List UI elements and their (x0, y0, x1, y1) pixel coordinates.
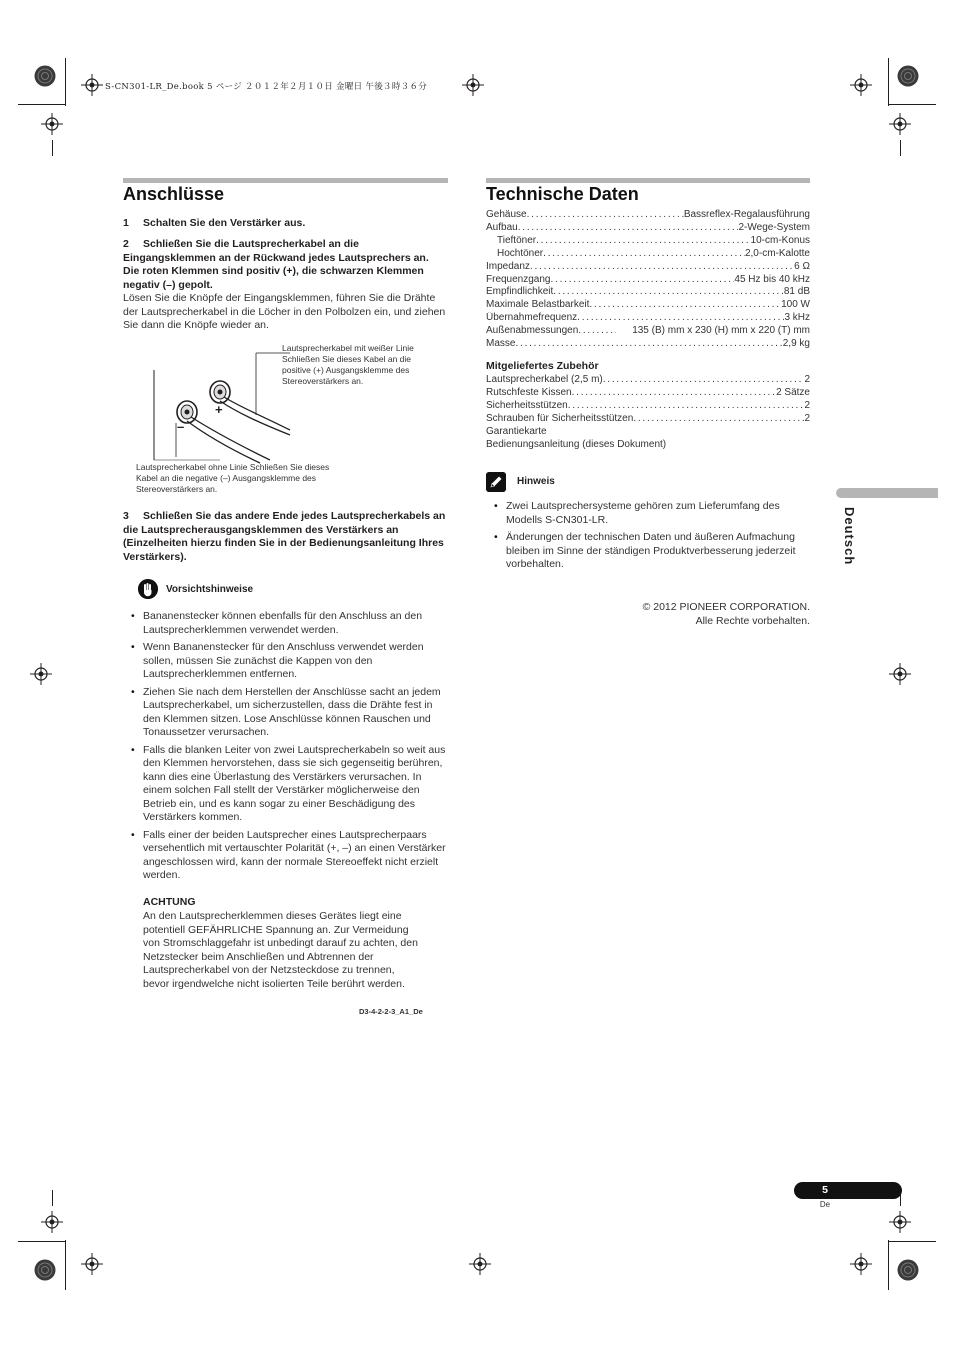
crop-mark (52, 1190, 53, 1206)
spec-value: 2 (804, 412, 810, 424)
crop-mark (888, 1241, 936, 1242)
spec-value: 2-Wege-System (738, 221, 810, 233)
crop-mark (900, 140, 901, 156)
spec-row (486, 299, 810, 312)
spec-label: Außenabmessungen (486, 325, 579, 337)
spec-label: Übernahmefrequenz (486, 312, 578, 324)
color-bar-disc-icon (34, 65, 56, 87)
spec-value: 2 Sätze (776, 386, 810, 398)
spec-label: Tieftöner (497, 234, 537, 246)
registration-target-icon (889, 1211, 911, 1233)
spec-row (486, 439, 810, 452)
copyright-line: © 2012 PIONEER CORPORATION. (642, 601, 810, 613)
list-item: • Bananenstecker können ebenfalls für den Anschluss an den Lautsprecherklemmen verwendet werden. (123, 610, 448, 637)
section-bar (486, 178, 810, 183)
spec-label: Gehäuse (486, 209, 527, 220)
step-number: 3 (123, 510, 129, 522)
plus-label: + (215, 402, 223, 417)
page-language-code: De (819, 1200, 831, 1209)
registration-target-icon (889, 663, 911, 685)
spec-label: Masse (486, 338, 516, 350)
spec-value: 81 dB (783, 286, 810, 298)
minus-label: – (177, 419, 185, 434)
color-bar-disc-icon (897, 65, 919, 87)
crop-mark (65, 58, 66, 106)
list-item: • Änderungen der technischen Daten und äußeren Aufmachung bleiben im Sinne der ständigen Produktverbesserung jederzeit vorbehalten. (486, 531, 810, 572)
spec-label: Lautsprecherkabel (2,5 m) (486, 374, 603, 385)
spec-row (486, 274, 810, 287)
registration-target-icon (850, 1253, 872, 1275)
registration-target-icon (850, 74, 872, 96)
note-pencil-icon (486, 472, 506, 492)
list-item: • Ziehen Sie nach dem Herstellen der Anschlüsse sacht an jedem Lautsprecherkabel, um sicherzustellen, dass die Drähte fest in den Klemmen sitzen. Lose Anschlüsse können Rauschen und Tonaussetzer verursachen. (123, 686, 448, 740)
registration-target-icon (41, 113, 63, 135)
spec-row (486, 248, 810, 261)
spec-value: 100 W (781, 299, 810, 311)
step-text: Schalten Sie den Verstärker aus. (143, 217, 306, 229)
spec-row (486, 387, 810, 400)
spec-value: 2,9 kg (782, 338, 810, 350)
section-title-technische-daten: Technische Daten (486, 184, 639, 204)
figure-caption-negative: Lautsprecherkabel ohne Linie Schließen Sie dieses Kabel an die negative (–) Ausgangsklemme des Stereoverstärkers an. (136, 462, 330, 494)
caution-title: Vorsichtshinweise (166, 584, 254, 595)
achtung-title: ACHTUNG (143, 896, 196, 908)
language-tab-label: Deutsch (842, 507, 857, 566)
crop-mark (65, 1240, 66, 1290)
spec-row (486, 325, 810, 338)
document-code: D3-4-2-2-3_A1_De (359, 1007, 423, 1016)
step-3 (123, 510, 448, 564)
section-title-anschluesse: Anschlüsse (123, 184, 225, 204)
step-number: 2 (123, 238, 129, 250)
spec-value: 3 kHz (784, 312, 810, 324)
spec-label: Empfindlichkeit (486, 286, 554, 298)
spec-row (486, 413, 810, 426)
caution-list (123, 610, 448, 887)
spec-table (486, 209, 810, 351)
registration-target-icon (81, 74, 103, 96)
spec-value: Bassreflex-Regalausführung (683, 209, 810, 220)
crop-mark (18, 1241, 66, 1242)
spec-row (486, 338, 810, 351)
rights-line: Alle Rechte vorbehalten. (695, 614, 810, 627)
spec-row (486, 400, 810, 413)
spec-label: Rutschfeste Kissen (486, 386, 572, 398)
spec-value: 2 (804, 374, 810, 385)
registration-target-icon (81, 1253, 103, 1275)
spec-row (486, 235, 810, 248)
spec-value: 10-cm-Konus (750, 234, 810, 246)
crop-mark (52, 140, 53, 156)
registration-target-icon (469, 1253, 491, 1275)
spec-label: Maximale Belastbarkeit (486, 299, 590, 311)
crop-mark (888, 58, 889, 106)
spec-label: Impedanz (486, 260, 530, 272)
crop-mark (888, 1240, 889, 1290)
color-bar-disc-icon (34, 1259, 56, 1281)
spec-value: 45 Hz bis 40 kHz (734, 273, 810, 285)
crop-mark (18, 104, 66, 105)
page-number-pill (794, 1182, 902, 1199)
caution-hand-icon (138, 579, 158, 599)
spec-label: Aufbau (486, 221, 518, 233)
note-title: Hinweis (517, 476, 555, 487)
spec-row (486, 261, 810, 274)
step-2-body: Lösen Sie die Knöpfe der Eingangsklemmen, führen Sie die Drähte der Lautsprecherkabel in die Löcher in den Polbolzen ein, und ziehen Sie dann die Knöpfe wieder an. (123, 292, 446, 331)
spec-value: 135 (B) mm x 230 (H) mm x 220 (T) mm (632, 325, 810, 337)
note-list (486, 500, 810, 576)
accessories-title: Mitgeliefertes Zubehör (486, 360, 599, 372)
plus-terminal-icon (210, 381, 230, 403)
accessories-table (486, 374, 810, 451)
spec-label: Sicherheitsstützen (486, 399, 568, 411)
spec-row (486, 426, 810, 439)
registration-target-icon (30, 663, 52, 685)
step-number: 1 (123, 217, 129, 229)
spec-row (486, 374, 810, 387)
color-bar-disc-icon (897, 1259, 919, 1281)
achtung-text: An den Lautsprecherklemmen dieses Gerätes liegt eine potentiell GEFÄHRLICHE Spannung an. Zur Vermeidung von Stromschlaggefahr ist unbedingt darauf zu achten, den Netzstecker beim Anschließen und Abtrennen der Lautsprecherkabel von der Netzsteckdose zu trennen, bevor irgendwelche nicht isolierten Teile berührt werden. (143, 910, 418, 990)
registration-target-icon (889, 113, 911, 135)
registration-target-icon (462, 74, 484, 96)
spec-value: 2 (804, 399, 810, 411)
spec-label: Garantiekarte (486, 425, 547, 437)
figure-caption-positive: Lautsprecherkabel mit weißer Linie Schließen Sie dieses Kabel an die positive (+) Ausgangsklemme des Stereoverstärkers an. (282, 343, 414, 386)
spec-row (486, 222, 810, 235)
spec-value: 2,0-cm-Kalotte (744, 247, 810, 259)
list-item: • Falls die blanken Leiter von zwei Lautsprecherkabeln so weit aus den Klemmen hervorstehen, dass sie sich gegenseitig berühren, kann dies eine Überlastung des Verstärkers verursachen. In einem solchen Fall stellt der Verstärker möglicherweise den Betrieb ein, und es kann sogar zu einer Beschädigung des Verstärkers kommen. (123, 744, 448, 825)
language-tab-bar (836, 488, 938, 498)
file-header-line: S-CN301-LR_De.book 5 ページ ２０１２年２月１０日 金曜日 午後３時３６分 (105, 82, 428, 92)
copyright-block (560, 601, 810, 628)
spec-row (486, 312, 810, 325)
step-1 (123, 217, 448, 231)
spec-label: Schrauben für Sicherheitsstützen (486, 412, 634, 424)
spec-label: Bedienungsanleitung (dieses Dokument) (486, 438, 667, 450)
step-text: Schließen Sie die Lautsprecherkabel an die Eingangsklemmen an der Rückwand jedes Lautsprechers an. Die roten Klemmen sind positiv (+), die schwarzen Klemmen negativ (–) gepolt. (123, 238, 429, 291)
registration-target-icon (41, 1211, 63, 1233)
list-item: • Wenn Bananenstecker für den Anschluss verwendet werden sollen, müssen Sie zunächst die Kappen von den Lautsprecherklemmen entfernen. (123, 641, 448, 682)
section-bar (123, 178, 448, 183)
spec-label: Frequenzgang (486, 273, 551, 285)
crop-mark (888, 104, 936, 105)
spec-label: Hochtöner (497, 247, 544, 259)
list-item: • Zwei Lautsprechersysteme gehören zum Lieferumfang des Modells S-CN301-LR. (486, 500, 810, 527)
list-item: • Falls einer der beiden Lautsprecher eines Lautsprecherpaars versehentlich mit vertauschter Polarität (+, –) an einen Verstärker angeschlossen wird, kann der normale Stereoeffekt nicht erzielt werden. (123, 829, 448, 883)
step-text: Schließen Sie das andere Ende jedes Lautsprecherkabels an die Lautsprecherausgangsklemmen des Verstärkers an (Einzelheiten hierzu finden Sie in der Bedienungsanleitung Ihres Verstärkers). (123, 510, 446, 563)
page-number: 5 (822, 1184, 828, 1196)
spec-row (486, 286, 810, 299)
spec-value: 6 Ω (794, 260, 810, 272)
spec-row (486, 209, 810, 222)
step-2 (123, 238, 448, 292)
